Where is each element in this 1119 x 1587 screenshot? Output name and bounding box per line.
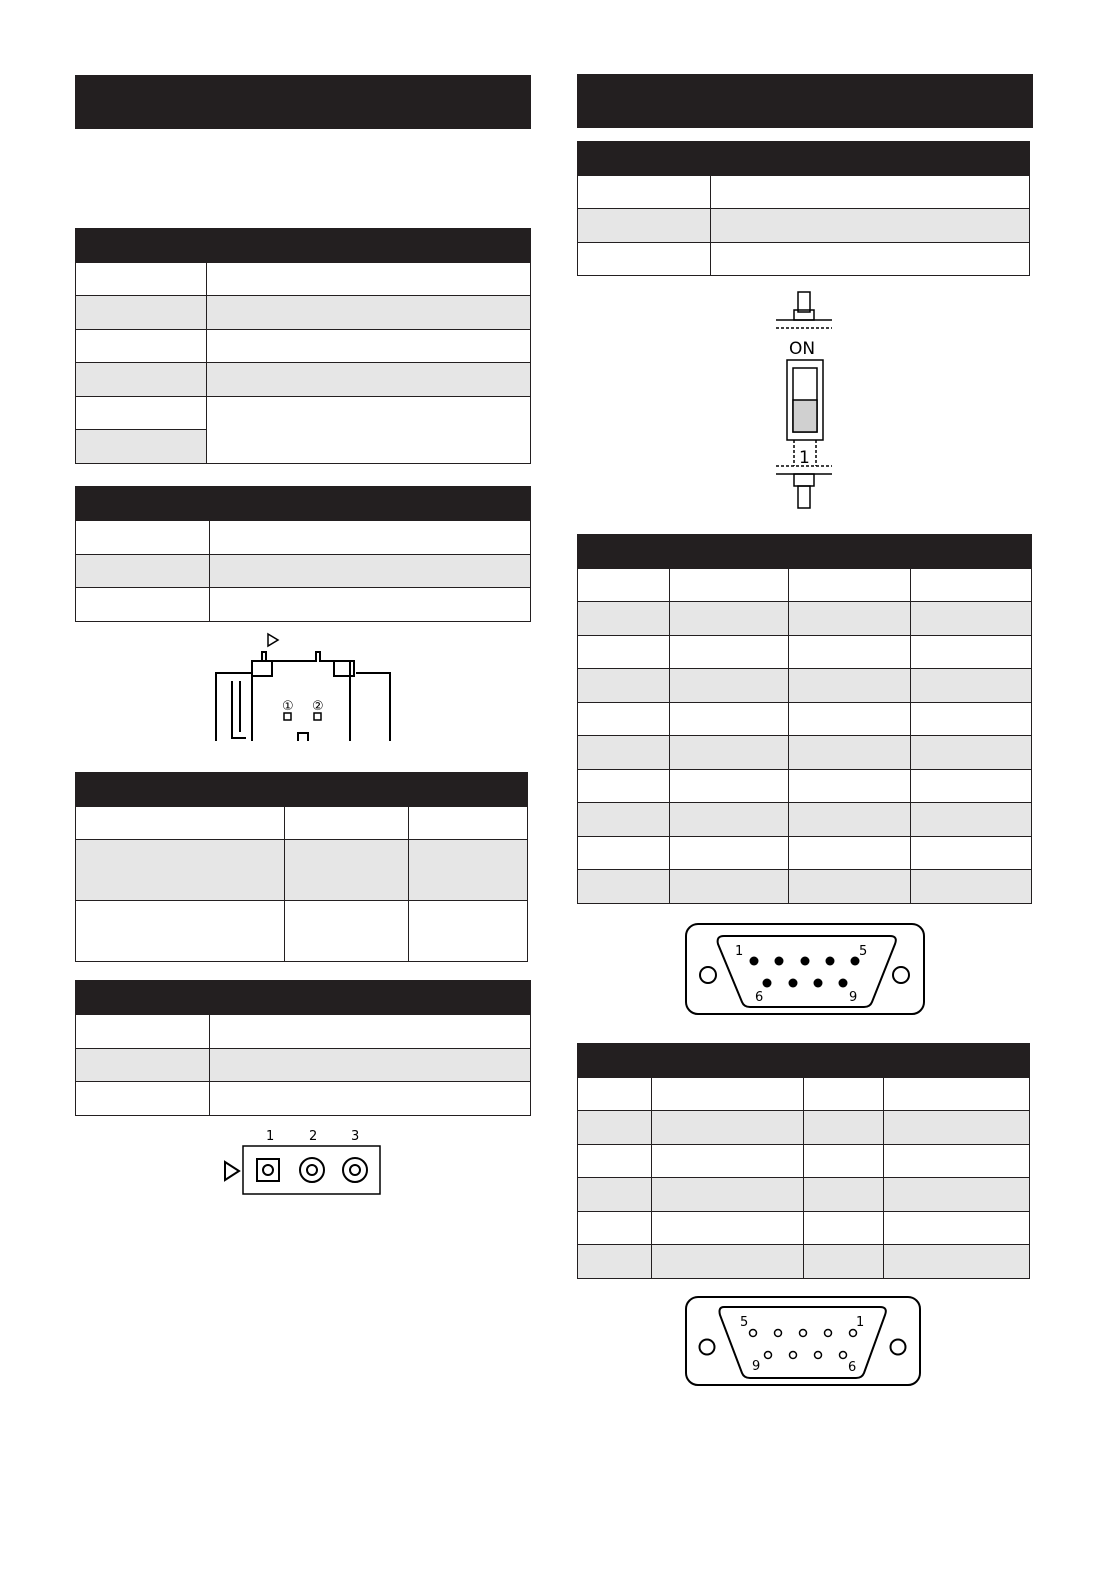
- table-row: [76, 588, 531, 622]
- table-row: [578, 1212, 1030, 1245]
- table-row: [76, 330, 531, 363]
- power-pin-2-label: ②: [312, 699, 324, 714]
- left-spec-table-2: [75, 486, 531, 622]
- right-spec-table-3: [577, 1043, 1030, 1279]
- table-row: [578, 243, 1030, 276]
- table-row: [76, 1082, 531, 1116]
- db9-male-connector-diagram: [684, 922, 926, 1018]
- table-row: [578, 837, 1032, 870]
- table-header-row: [76, 981, 531, 1015]
- db9-male-pin-5-label: 5: [859, 944, 868, 959]
- dip-switch-diagram: [770, 288, 840, 514]
- left-section-header-banner: [75, 75, 531, 129]
- table-row: [76, 363, 531, 397]
- table-row: [578, 1245, 1030, 1279]
- terminal-pin-1-label: 1: [266, 1129, 275, 1144]
- dip-switch-position-label: 1: [799, 448, 810, 468]
- left-spec-table-4: [75, 980, 531, 1116]
- table-header-row: [76, 229, 531, 263]
- db9-female-pin-1-label: 1: [856, 1315, 865, 1330]
- db9-female-connector-diagram: [684, 1295, 922, 1389]
- table-row: [578, 602, 1032, 636]
- db9-male-pin-6-label: 6: [755, 990, 764, 1005]
- table-row: [578, 1178, 1030, 1212]
- db9-female-pin-5-label: 5: [740, 1315, 749, 1330]
- power-pin-1-label: ①: [282, 699, 294, 714]
- left-spec-table-1: [75, 228, 531, 464]
- dip-switch-on-label: ON: [789, 339, 816, 359]
- table-row: [578, 669, 1032, 703]
- table-header-row: [76, 487, 531, 521]
- table-row: [578, 569, 1032, 602]
- right-section-header-banner: [577, 74, 1033, 128]
- db9-female-pin-9-label: 9: [752, 1359, 761, 1374]
- table-row: [578, 1145, 1030, 1178]
- table-row: [578, 1111, 1030, 1145]
- table-row: [578, 803, 1032, 837]
- table-row: [578, 703, 1032, 736]
- table-row: [76, 263, 531, 296]
- table-row: [578, 870, 1032, 904]
- terminal-block-diagram: [220, 1124, 390, 1200]
- table-row: [76, 521, 531, 555]
- table-row: [578, 770, 1032, 803]
- table-header-row: [578, 535, 1032, 569]
- table-row: [578, 636, 1032, 669]
- table-header-row: [578, 1044, 1030, 1078]
- power-connector-diagram: [200, 628, 410, 748]
- db9-male-pin-9-label: 9: [849, 990, 858, 1005]
- table-row: [76, 807, 528, 840]
- table-row: [578, 176, 1030, 209]
- table-row: [76, 296, 531, 330]
- db9-male-pin-1-label: 1: [735, 944, 744, 959]
- table-row: [76, 901, 528, 962]
- left-spec-table-3: [75, 772, 528, 962]
- terminal-pin-3-label: 3: [351, 1129, 360, 1144]
- table-header-row: [578, 142, 1030, 176]
- table-row: [76, 397, 531, 430]
- table-row: [76, 1015, 531, 1049]
- right-spec-table-2: [577, 534, 1032, 904]
- table-row: [76, 555, 531, 588]
- table-row: [76, 840, 528, 901]
- table-row: [578, 736, 1032, 770]
- table-row: [578, 209, 1030, 243]
- table-row: [578, 1078, 1030, 1111]
- right-spec-table-1: [577, 141, 1030, 276]
- table-header-row: [76, 773, 528, 807]
- table-row: [76, 1049, 531, 1082]
- terminal-pin-2-label: 2: [309, 1129, 318, 1144]
- db9-female-pin-6-label: 6: [848, 1360, 857, 1375]
